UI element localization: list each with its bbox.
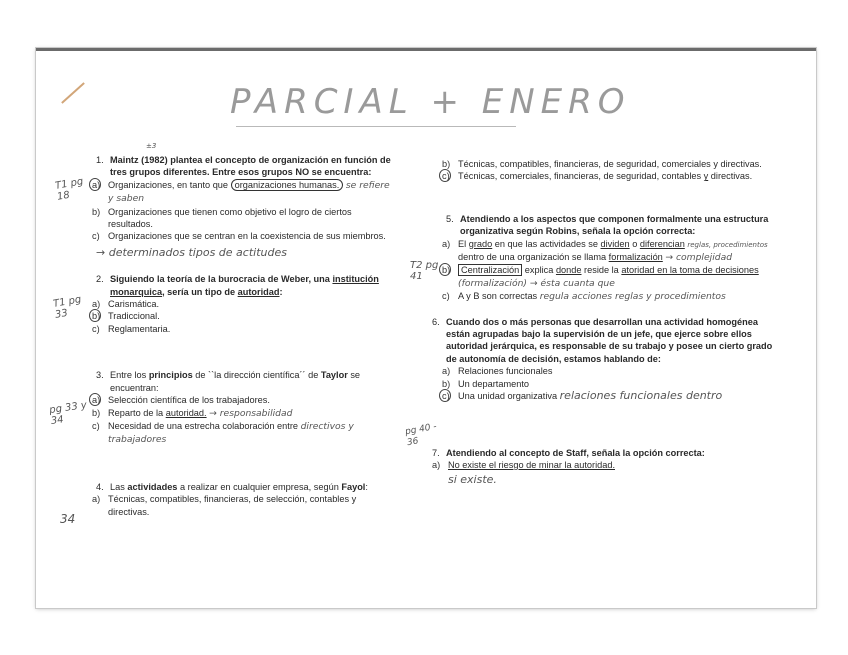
q4-option-a[interactable]: a) Técnicas, compatibles, financieras, de selección, contables y directivas. (92, 494, 357, 517)
question-2: 2. Siguiendo la teoría de la burocracia de Weber, una institución monarquica, sería un tipo de autoridad: a) Carismática. b) Tradiccional. c) Reglamentaria. (96, 273, 396, 335)
q6-option-c[interactable]: c) Una unidad organizativa relaciones funcionales dentro (442, 389, 723, 403)
q1-option-c[interactable]: c) Organizaciones que se centran en la coexistencia de sus miembros. (92, 231, 386, 242)
q2-option-c[interactable]: c) Reglamentaria. (92, 323, 171, 334)
q1-stem: Maintz (1982) plantea el concepto de organización en función de tres grupos diferentes. Entre esos grupos NO se encuentra: (110, 155, 391, 178)
q4-option-c[interactable]: c) Técnicas, comerciales, financieras, de seguridad, contables y directivas. (442, 171, 753, 182)
q1-option-a[interactable]: a) Organizaciones, en tanto que organizaciones humanas. se refiere y saben (92, 179, 390, 205)
title-underline (236, 126, 516, 127)
question-3: 3. Entre los principios de ``la dirección científica´´ de Taylor se encuentran: a) Selección científica de los trabajadores. b) Reparto de la autoridad. → responsabilidad c) Necesidad de una estrecha colaboración entre directivos y trabajadores (96, 369, 396, 446)
question-6: 6. Cuando dos o más personas que desarrollan una actividad homogénea están agrupadas bajo la supervisión de un jefe, que ejerce sobre ellos autoridad jerárquica, es responsable de su trabajo y posee un cierto grado de autonomía de decisión, estamos hablando de: a) Relaciones funcionales b) Un departamento c) Una unidad organizativa relaciones funcionales dentro (432, 316, 776, 403)
q4-page-note: 34 (60, 512, 76, 526)
q5-option-c[interactable]: c) A y B son correctas regula acciones reglas y procedimientos (442, 291, 726, 303)
q3-option-c[interactable]: c) Necesidad de una estrecha colaboración entre directivos y trabajadores (92, 420, 354, 446)
q2-option-a[interactable]: a) Carismática. (92, 299, 160, 310)
page-title: PARCIAL + ENERO (230, 82, 631, 122)
q5-option-a[interactable]: a) El grado en que las actividades se dividen o diferencian reglas, procedimientos dentro de una organización se llama formalización → complejidad (442, 238, 768, 264)
question-5: 5. Atendiendo a los aspectos que componen formalmente una estructura organizativa según Robins, señala la opción correcta: a) El grado en que las actividades se dividen o diferencian reglas, procedimientos dentro de una organización se llama formalización → complejidad b) Centralización explica donde reside la atoridad en la toma de decisiones (formalización) → ésta cuanta que c) A y B son correctas regula acciones reglas y procedimientos (446, 213, 776, 304)
q1-page-note: T1 pg 18 (54, 176, 85, 203)
q1-number: 1. (96, 155, 104, 165)
question-7: 7. Atendiendo al concepto de Staff, señala la opción correcta: a) No existe el riesgo de minar la autoridad. si existe. (432, 447, 776, 487)
q3-option-a[interactable]: a) Selección científica de los trabajadores. (92, 395, 270, 406)
q1-option-b[interactable]: b) Organizaciones que tienen como objetivo el logro de ciertos resultados. (92, 206, 352, 230)
scan-top-edge (36, 48, 816, 51)
q3-option-b[interactable]: b) Reparto de la autoridad. → responsabilidad (92, 407, 293, 419)
question-4: 4. Las actividades a realizar en cualquier empresa, según Fayol: a) Técnicas, compatibles, financieras, de selección, contables y directivas. (96, 481, 396, 518)
small-margin-mark: ±3 (146, 142, 157, 150)
left-column (92, 154, 396, 518)
q7-handwritten-note: si existe. (448, 473, 497, 487)
q6-option-a[interactable]: a) Relaciones funcionales (442, 366, 553, 377)
q5-page-note: T2 pg 41 (410, 260, 439, 282)
right-column (432, 158, 776, 487)
q2-option-b[interactable]: b) Tradiccional. (92, 311, 160, 322)
q3-page-note: pg 33 y 34 (48, 399, 88, 427)
q6-option-b[interactable]: b) Un departamento (442, 378, 529, 389)
q7-option-a[interactable]: a) No existe el riesgo de minar la autoridad. (432, 459, 615, 470)
q5-option-b[interactable]: b) Centralización explica donde reside la atoridad en la toma de decisiones (formalización) → ésta cuanta que (442, 265, 759, 289)
q6-page-note: pg 40 - 36 (404, 421, 438, 449)
q2-page-note: T1 pg 33 (52, 294, 83, 321)
q1-handwritten-note: → determinados tipos de actitudes (96, 245, 287, 259)
question-1 (92, 154, 396, 259)
q4-option-b[interactable]: b) Técnicas, compatibles, financieras, de seguridad, comerciales y directivas. (442, 159, 762, 169)
